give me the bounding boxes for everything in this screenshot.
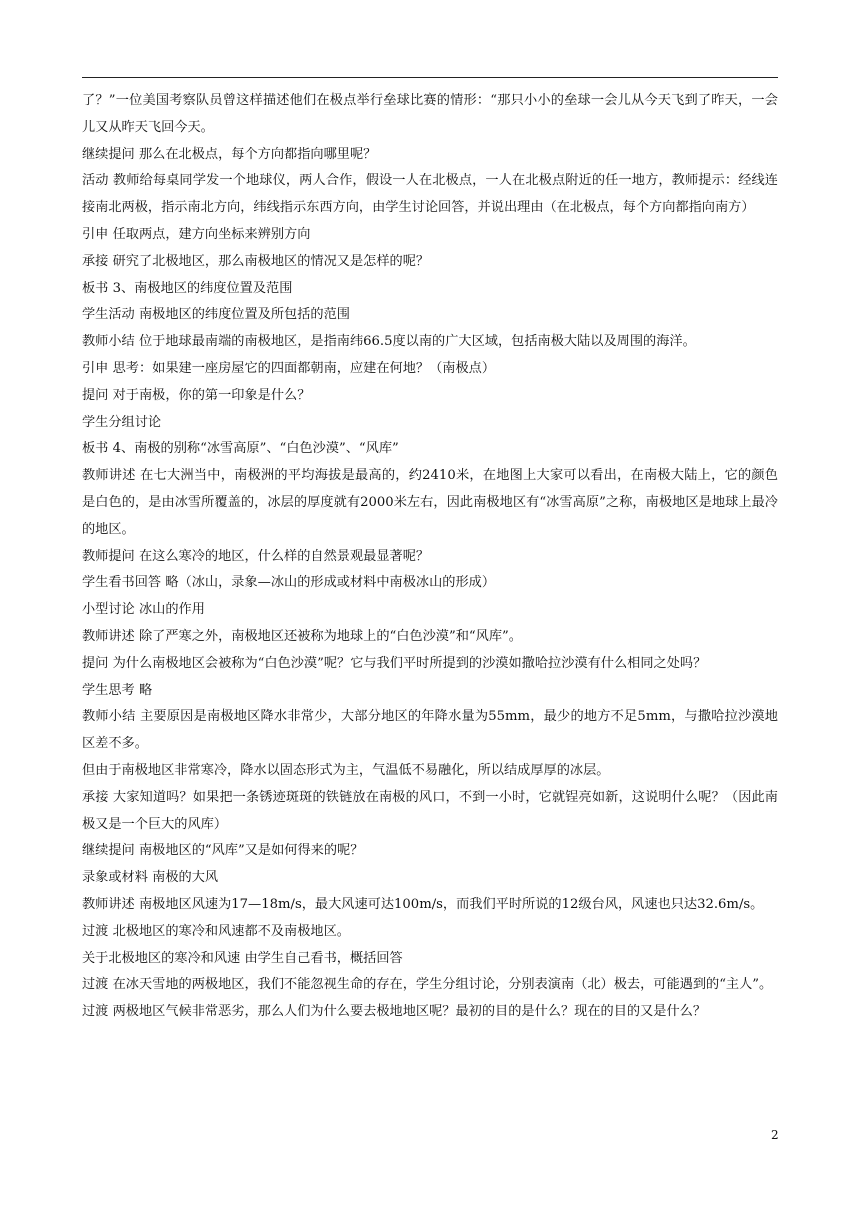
paragraph: 过渡 在冰天雪地的两极地区，我们不能忽视生命的存在，学生分组讨论，分别表演南（北）极去，可能遇到的“主人”。	[82, 977, 773, 993]
paragraph: 板书 4、南极的别称“冰雪高原”、“白色沙漠”、“风库”	[82, 441, 399, 457]
paragraph: 了？”一位美国考察队员曾这样描述他们在极点举行垒球比赛的情形：“那只小小的垒球一会儿从今天飞到了昨天，一会儿又从昨天飞回今天。	[82, 93, 778, 135]
paragraph: 教师小结 主要原因是南极地区降水非常少，大部分地区的年降水量为55mm，最少的地方不足5mm，与撒哈拉沙漠地区差不多。	[82, 709, 778, 752]
paragraph: 继续提问 南极地区的“风库”又是如何得来的呢？	[82, 843, 364, 859]
paragraph: 过渡 两极地区气候非常恶劣，那么人们为什么要去极地地区呢？最初的目的是什么？现在的目的又是什么？	[82, 1004, 707, 1020]
paragraph: 关于北极地区的寒冷和风速 由学生自己看书，概括回答	[82, 950, 403, 966]
paragraph: 引申 思考：如果建一座房屋它的四面都朝南，应建在何地？（南极点）	[82, 360, 496, 376]
paragraph: 承接 大家知道吗？如果把一条锈迹斑斑的铁链放在南极的风口，不到一小时，它就锃亮如新，这说明什么呢？（因此南极又是一个巨大的风库）	[82, 789, 778, 832]
paragraph: 板书 3、南极地区的纬度位置及范围	[82, 280, 293, 296]
paragraph: 承接 研究了北极地区，那么南极地区的情况又是怎样的呢？	[82, 253, 430, 269]
paragraph: 学生分组讨论	[82, 414, 162, 430]
paragraph: 教师提问 在这么寒冷的地区，什么样的自然景观最显著呢？	[82, 548, 430, 564]
paragraph: 教师小结 位于地球最南端的南极地区，是指南纬66.5度以南的广大区域，包括南极大陆以及周围的海洋。	[82, 334, 696, 350]
document-body	[82, 88, 778, 1026]
paragraph: 教师讲述 南极地区风速为17—18m/s，最大风速可达100m/s，而我们平时所说的12级台风，风速也只达32.6m/s。	[82, 896, 764, 912]
paragraph: 过渡 北极地区的寒冷和风速都不及南极地区。	[82, 923, 350, 939]
paragraph: 学生活动 南极地区的纬度位置及所包括的范围	[82, 307, 350, 323]
paragraph: 小型讨论 冰山的作用	[82, 602, 205, 618]
paragraph: 录象或材料 南极的大风	[82, 870, 219, 886]
paragraph: 继续提问 那么在北极点，每个方向都指向哪里呢？	[82, 146, 377, 162]
paragraph: 学生思考 略	[82, 682, 153, 698]
paragraph: 提问 为什么南极地区会被称为“白色沙漠”呢？它与我们平时所提到的沙漠如撒哈拉沙漠有什么相同之处吗？	[82, 655, 707, 671]
paragraph: 提问 对于南极，你的第一印象是什么？	[82, 387, 311, 403]
header-rule	[82, 77, 778, 78]
paragraph: 学生看书回答 略（冰山，录象—冰山的形成或材料中南极冰山的形成）	[82, 575, 496, 591]
paragraph: 教师讲述 在七大洲当中，南极洲的平均海拔是最高的，约2410米，在地图上大家可以看出，在南极大陆上，它的颜色是白色的，是由冰雪所覆盖的，冰层的厚度就有2000米左右，因此南极地区有“冰雪高原”之称，南极地区是地球上最冷的地区。	[82, 468, 778, 537]
paragraph: 活动 教师给每桌同学发一个地球仪，两人合作，假设一人在北极点，一人在北极点附近的任一地方，教师提示：经线连接南北两极，指示南北方向，纬线指示东西方向，由学生讨论回答，并说出理由（在北极点，每个方向都指向南方）	[82, 173, 778, 216]
paragraph: 但由于南极地区非常寒冷，降水以固态形式为主，气温低不易融化，所以结成厚厚的冰层。	[82, 762, 610, 778]
paragraph: 教师讲述 除了严寒之外，南极地区还被称为地球上的“白色沙漠”和“风库”。	[82, 628, 522, 644]
page-number: 2	[771, 1128, 779, 1142]
paragraph: 引申 任取两点，建方向坐标来辨别方向	[82, 226, 311, 242]
